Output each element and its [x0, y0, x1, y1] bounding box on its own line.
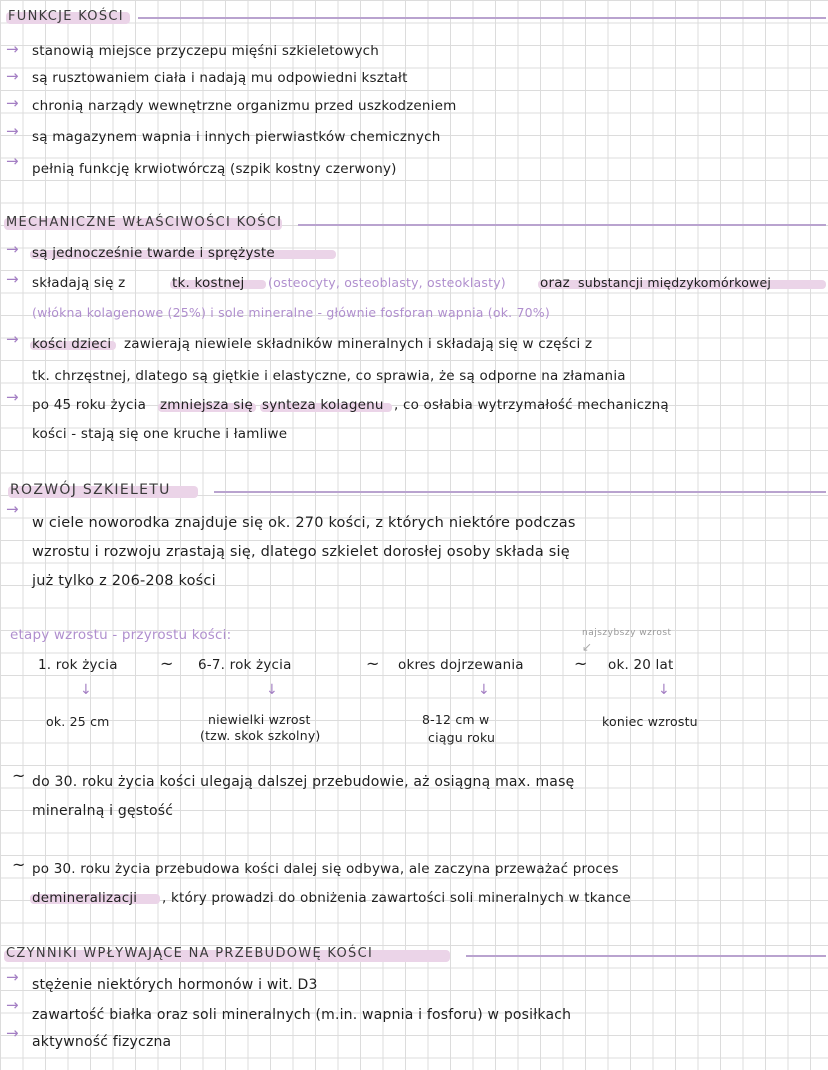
list-item: pełnią funkcję krwiotwórczą (szpik kostny czerwony)	[32, 161, 397, 177]
arrow-icon: →	[6, 152, 19, 170]
arrow-icon: →	[6, 270, 19, 288]
arrow-icon: →	[6, 240, 19, 258]
section-heading-functions: FUNKCJE KOŚCI	[8, 9, 124, 24]
mechanical-term: kości dzieci	[32, 336, 112, 352]
arrow-icon: →	[6, 122, 19, 140]
tilde-separator: ~	[160, 654, 174, 673]
section-heading-factors: CZYNNIKI WPŁYWAJĄCE NA PRZEBUDOWĘ KOŚCI	[6, 946, 374, 961]
stage-result: koniec wzrostu	[602, 714, 698, 729]
stage-result: ok. 25 cm	[46, 714, 110, 729]
mechanical-line: po 45 roku życia	[32, 397, 147, 413]
arrow-icon: →	[6, 330, 19, 348]
development-line: wzrostu i rozwoju zrastają się, dlatego szkielet dorosłej osoby składa się	[32, 544, 570, 560]
stage-result: ciągu roku	[428, 730, 496, 745]
mechanical-line: zawierają niewiele składników mineralnych i składają się w części z	[124, 336, 593, 352]
down-arrow-icon: ↓	[658, 682, 670, 698]
stage-result: niewielki wzrost	[208, 712, 311, 727]
mechanical-term: tk. kostnej	[172, 275, 245, 291]
remodel-line: , który prowadzi do obniżenia zawartości soli mineralnych w tkance	[162, 890, 631, 906]
mechanical-line: oraz	[540, 275, 570, 291]
arrow-icon: →	[6, 67, 19, 85]
list-item: stężenie niektórych hormonów i wit. D3	[32, 977, 318, 993]
list-item: stanowią miejsce przyczepu mięśni szkieletowych	[32, 43, 380, 59]
list-item: są rusztowaniem ciała i nadają mu odpowiedni kształt	[32, 70, 408, 86]
stages-title: etapy wzrostu - przyrostu kości:	[10, 627, 232, 643]
development-line: już tylko z 206-208 kości	[32, 573, 216, 589]
remodel-line: po 30. roku życia przebudowa kości dalej się odbywa, ale zaczyna przeważać proces	[32, 861, 619, 877]
mechanical-line: są jednocześnie twarde i sprężyste	[32, 245, 275, 261]
down-arrow-icon: ↓	[80, 682, 92, 698]
tilde-bullet: ~	[12, 855, 26, 874]
arrow-icon: →	[6, 500, 19, 518]
section-heading-mechanical: MECHANICZNE WŁAŚCIWOŚCI KOŚCI	[6, 215, 283, 230]
arrow-icon: →	[6, 1024, 19, 1042]
mechanical-line: tk. chrzęstnej, dlatego są giętkie i elastyczne, co sprawia, że są odporne na złamania	[32, 368, 626, 384]
annotation-arrow-icon: ↙	[582, 640, 593, 654]
stage-label: 6-7. rok życia	[198, 657, 292, 673]
mechanical-term: zmniejsza się	[160, 397, 253, 413]
remodel-line: do 30. roku życia kości ulegają dalszej przebudowie, aż osiągną max. masę	[32, 774, 575, 790]
mechanical-line: (włókna kolagenowe (25%) i sole mineralne - głównie fosforan wapnia (ok. 70%)	[32, 305, 550, 320]
tilde-separator: ~	[574, 654, 588, 673]
list-item: zawartość białka oraz soli mineralnych (m.in. wapnia i fosforu) w posiłkach	[32, 1007, 572, 1023]
mechanical-line: (osteocyty, osteoblasty, osteoklasty)	[268, 275, 506, 290]
list-item: aktywność fizyczna	[32, 1034, 172, 1050]
tilde-bullet: ~	[12, 766, 26, 785]
down-arrow-icon: ↓	[478, 682, 490, 698]
arrow-icon: →	[6, 94, 19, 112]
stages-annotation: najszybszy wzrost	[582, 628, 672, 638]
remodel-term: demineralizacji	[32, 890, 138, 906]
mechanical-term: substancji międzykomórkowej	[578, 275, 772, 290]
arrow-icon: →	[6, 388, 19, 406]
stage-label: 1. rok życia	[38, 657, 118, 673]
down-arrow-icon: ↓	[266, 682, 278, 698]
list-item: chronią narządy wewnętrzne organizmu przed uszkodzeniem	[32, 98, 457, 114]
stage-label: okres dojrzewania	[398, 657, 524, 673]
mechanical-line: kości - stają się one kruche i łamliwe	[32, 426, 288, 442]
tilde-separator: ~	[366, 654, 380, 673]
mechanical-line: , co osłabia wytrzymałość mechaniczną	[394, 397, 669, 413]
stage-result: (tzw. skok szkolny)	[200, 728, 321, 743]
arrow-icon: →	[6, 996, 19, 1014]
section-heading-development: ROZWÓJ SZKIELETU	[10, 482, 171, 498]
remodel-line: mineralną i gęstość	[32, 803, 174, 819]
mechanical-line: składają się z	[32, 275, 126, 291]
mechanical-term: synteza kolagenu	[262, 397, 384, 413]
arrow-icon: →	[6, 968, 19, 986]
development-line: w ciele noworodka znajduje się ok. 270 kości, z których niektóre podczas	[32, 515, 576, 531]
stage-result: 8-12 cm w	[422, 712, 490, 727]
list-item: są magazynem wapnia i innych pierwiastków chemicznych	[32, 129, 441, 145]
arrow-icon: →	[6, 40, 19, 58]
stage-label: ok. 20 lat	[608, 657, 674, 673]
